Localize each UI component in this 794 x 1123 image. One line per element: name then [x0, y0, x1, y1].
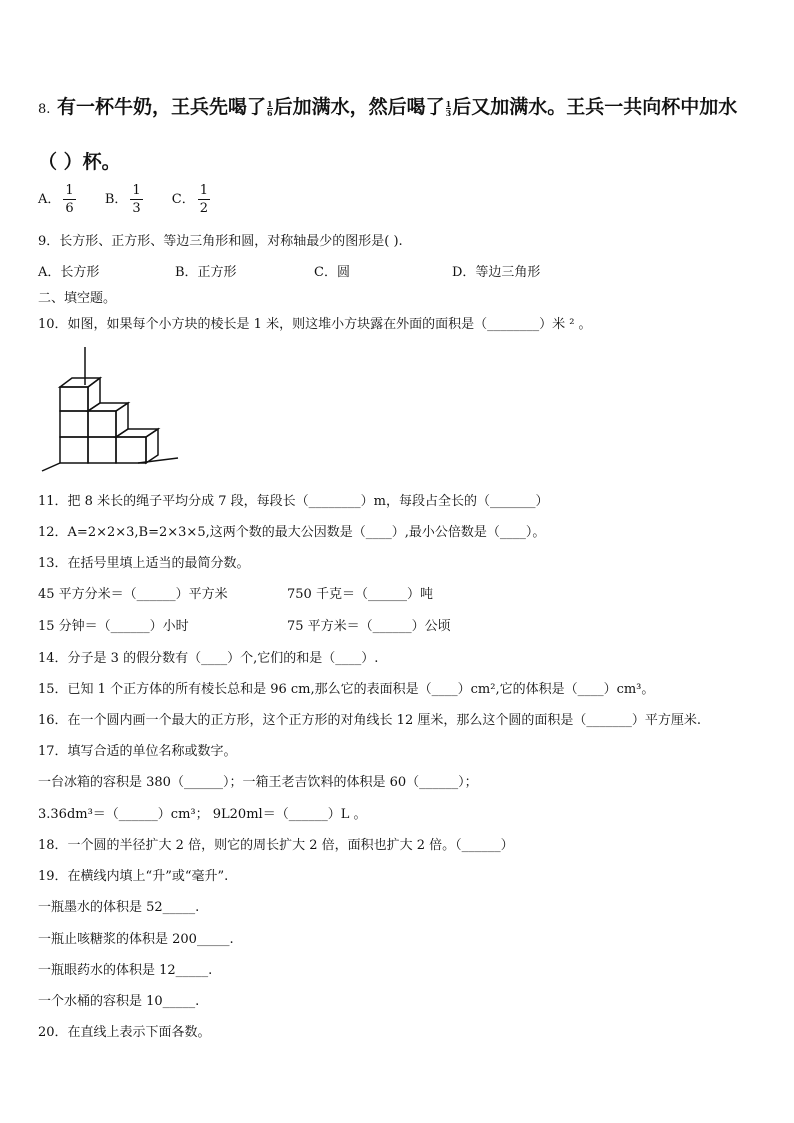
q17-text: 17．填写合适的单位名称或数字。 [38, 744, 237, 759]
q19-text: 19．在横线内填上“升”或“毫升”. [38, 869, 229, 884]
q10-text: 10．如图，如果每个小方块的棱长是 1 米，则这堆小方块露在外面的面积是（________）米 ² 。 [38, 317, 592, 332]
q9-option-b[interactable]: B．正方形 [175, 265, 237, 280]
q8-text-b: 后加满水，然后喝了 [273, 96, 445, 118]
q8-option-a[interactable]: A． $\frac{1}{6}$ [38, 183, 74, 216]
q8-option-c[interactable]: C． $\frac{1}{2}$ [171, 183, 209, 216]
q8-options [38, 184, 213, 215]
q11-text: 11．把 8 米长的绳子平均分成 7 段，每段长（________）m，每段占全长的（_______） [38, 494, 549, 509]
q8-fraction-1: $\frac{1}{6}$ [267, 98, 273, 118]
q17-line1: 一台冰箱的容积是 380（______）；一箱王老吉饮料的体积是 60（______）； [38, 775, 478, 790]
q12-text: 12．A=2×2×3,B=2×3×5,这两个数的最大公因数是（____）,最小公倍数是（____）。 [38, 525, 546, 540]
q20-text: 20．在直线上表示下面各数。 [38, 1025, 211, 1040]
q14-text: 14．分子是 3 的假分数有（____）个,它们的和是（____）. [38, 651, 379, 666]
q16-text: 16．在一个圆内画一个最大的正方形，这个正方形的对角线长 12 厘米，那么这个圆的面积是（_______）平方厘米. [38, 713, 701, 728]
q19-item: 一个水桶的容积是 10_____. [38, 994, 200, 1009]
q8-text-a: 有一杯牛奶，王兵先喝了 [57, 96, 267, 118]
q8-fraction-2: $\frac{1}{3}$ [445, 98, 452, 118]
section-title: 二、填空题。 [38, 291, 117, 306]
q13-item: 15 分钟＝（______）小时 [38, 619, 189, 634]
q9-text: 9．长方形、正方形、等边三角形和圆，对称轴最少的图形是( ). [38, 234, 403, 249]
cube-stack-figure [40, 345, 185, 477]
q8-text-c: 后又加满水。王兵一共向杯中加水 [452, 96, 738, 118]
q18-text: 18．一个圆的半径扩大 2 倍，则它的周长扩大 2 倍，面积也扩大 2 倍。（______） [38, 838, 514, 853]
q15-text: 15．已知 1 个正方体的所有棱长总和是 96 cm,那么它的表面积是（____）cm²,它的体积是（____）cm³。 [38, 682, 655, 697]
q19-item: 一瓶眼药水的体积是 12_____. [38, 963, 213, 978]
q8-line2: （ ）杯。 [38, 151, 121, 173]
q13-item: 750 千克＝（______）吨 [287, 587, 433, 602]
q13-text: 13．在括号里填上适当的最简分数。 [38, 556, 250, 571]
q17-line2: 3.36dm³＝（______）cm³； 9L20ml＝（______）L 。 [38, 807, 367, 822]
q19-item: 一瓶止咳糖浆的体积是 200_____. [38, 932, 234, 947]
q13-item: 75 平方米＝（______）公顷 [287, 619, 451, 634]
q8-line1 [38, 92, 737, 119]
q9-option-c[interactable]: C．圆 [314, 265, 350, 280]
q13-item: 45 平方分米＝（______）平方米 [38, 587, 228, 602]
q8-option-b[interactable]: B． $\frac{1}{3}$ [104, 183, 141, 216]
q9-option-a[interactable]: A．长方形 [38, 265, 100, 280]
q19-item: 一瓶墨水的体积是 52_____. [38, 900, 200, 915]
q8-number: 8. [38, 102, 51, 117]
q9-option-d[interactable]: D．等边三角形 [452, 265, 541, 280]
